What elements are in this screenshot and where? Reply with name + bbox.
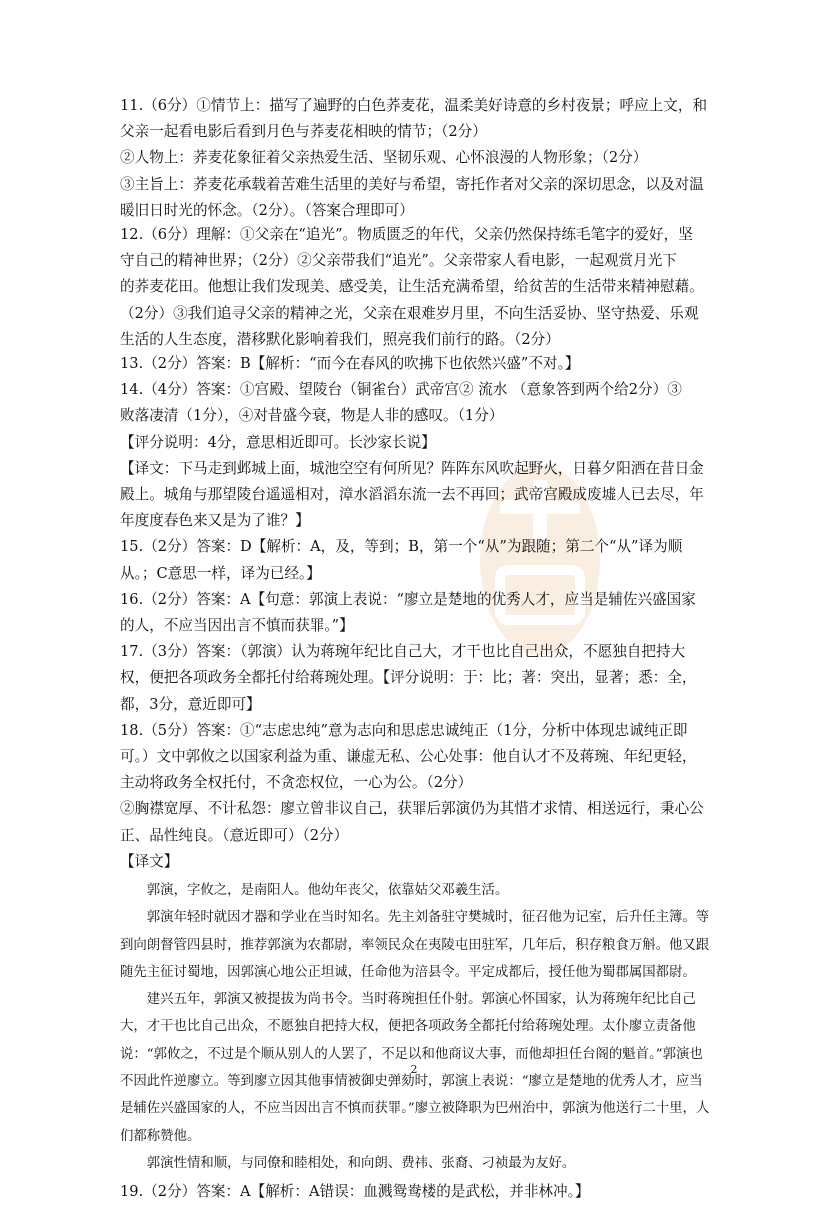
translation-paragraph: 建兴五年，郭演又被提拔为尚书令。当时蒋琬担任仆射。郭演心怀国家，认为蒋琬年纪比自己大，才干也比自己出众，不愿独自把持大权，便把各项政务全都托付给蒋琬处理。太仆廖立责备他说：“郭攸之，不过是个顺从别人的人罢了，不足以和他商议大事，而他却担任台阁的魁首。”郭演也不因此忤逆廖立。等到廖立因其他事情被御史弹劾时，郭演上表说：“廖立是楚地的优秀人才，应当是辅佐兴盛国家的人，不应当因出言不慎而获罪。”廖立被降职为巴州治中，郭演为他送行二十里，人们都称赞他。 (120, 992, 710, 1144)
answer-line: 的人，不应当因出言不慎而获罪。”】 (120, 617, 354, 635)
page-number: 2 (410, 1063, 418, 1076)
answer-line: 19.（2分）答案：A【解析：A错误：血溅鸳鸯楼的是武松，并非林冲。】 (120, 1183, 590, 1200)
answer-line: ②胸襟宽厚、不计私怨：廖立曾非议自己，获罪后郭演仍为其惜才求情、相送远行，秉心公 (120, 800, 704, 818)
translation-heading: 【译文】 (120, 852, 179, 870)
translation-paragraph: 郭演，字攸之，是南阳人。他幼年丧父，依靠姑父邓羲生活。 (146, 883, 509, 898)
question-12-answer (120, 222, 710, 353)
answer-line: 18.（5分）答案：①“志虑忠纯”意为志向和思虑忠诚纯正（1分，分析中体现忠诚纯正即 (120, 721, 688, 739)
answer-line: 11.（6分）①情节上：描写了遍野的白色荞麦花，温柔美好诗意的乡村夜景；呼应上文，和 (120, 97, 708, 114)
answer-line: ②人物上：荞麦花象征着父亲热爱生活、坚韧乐观、心怀浪漫的人物形象；（2分） (120, 149, 648, 167)
answer-line: 14.（4分）答案：①宫殿、望陵台（铜雀台）武帝宫② 流水 （意象答到两个给2分）③ (120, 381, 682, 399)
answer-line: 年度度春色来又是为了谁？】 (120, 512, 310, 530)
answer-line: 正、品性纯良。（意近即可）（2分） (120, 826, 349, 844)
answer-line: 【译文：下马走到邺城上面，城池空空有何所见？阵阵东风吹起野火，日暮夕阳洒在昔日金 (120, 459, 704, 477)
answer-line: （2分）③我们追寻父亲的精神之光，父亲在艰难岁月里，不向生活妥协、坚守热爱、乐观 (120, 304, 699, 322)
translation-paragraph: 郭演性情和顺，与同僚和睦相处，和向朗、费祎、张裔、刁祯最为友好。 (146, 1155, 576, 1171)
answer-line: 殿上。城角与那望陵台遥遥相对，漳水滔滔东流一去不再回；武帝宫殿成废墟人已去尽，年 (120, 486, 704, 504)
answer-line: 的荞麦花田。他想让我们发现美、感受美，让生活充满希望，给贫苦的生活带来精神慰藉。 (120, 278, 704, 296)
answer-line: 13.（2分）答案：B【解析：“而今在春风的吹拂下也依然兴盛”不对。】 (120, 355, 580, 372)
answer-line: 权，便把各项政务全都托付给蒋琬处理。【评分说明：于：比；著：突出，显著；悉：全， (120, 669, 697, 687)
answer-line: 都，3分，意近即可】 (120, 695, 261, 713)
answer-line: 守自己的精神世界；（2分）②父亲带我们“追光”。父亲带家人看电影，一起观赏月光下 (120, 252, 677, 270)
answer-line: 12.（6分）理解：①父亲在“追光”。物质匮乏的年代，父亲仍然保持练毛笔字的爱好，坚 (120, 226, 693, 243)
translation-paragraph: 郭演年轻时就因才器和学业在当时知名。先主刘备驻守樊城时，征召他为记室，后升任主簿。等到向朗督管四县时，推荐郭演为农都尉，率领民众在夷陵屯田驻军，几年后，积存粮食万斛。他又跟随先主征讨蜀地，因郭演心地公正坦诚，任命他为涪县令。平定成都后，授任他为蜀郡属国都尉。 (120, 910, 710, 980)
answer-line: 15.（2分）答案：D【解析：A，及，等到；B，第一个“从”为跟随；第二个“从”译为顺 (120, 538, 683, 556)
answer-line: 生活的人生态度，潜移默化影响着我们，照亮我们前行的路。（2分） (120, 330, 560, 348)
answer-line: ③主旨上：荞麦花承载着苦难生活里的美好与希望，寄托作者对父亲的深切思念，以及对温 (120, 175, 704, 193)
answer-line: 败落凄清（1分），④对昔盛今衰，物是人非的感叹。（1分） (120, 407, 504, 425)
answer-line: 暖旧日时光的怀念。（2分）。（答案合理即可） (120, 201, 414, 219)
answer-line: 【评分说明：4分，意思相近即可。长沙家长说】 (120, 433, 436, 451)
answer-line: 父亲一起看电影后看到月色与荞麦花相映的情节；（2分） (120, 123, 487, 141)
answer-line: 17.（3分）答案：（郭演）认为蒋琬年纪比自己大，才干也比自己出众，不愿独自把持大 (120, 643, 686, 661)
translation-text (120, 877, 710, 1177)
answer-line: 16.（2分）答案：A【句意：郭演上表说：“廖立是楚地的优秀人才，应当是辅佐兴盛国家 (120, 590, 696, 608)
answer-line: 主动将政务全权托付，不贪恋权位，一心为公。（2分） (120, 774, 473, 792)
questions-13-to-18-answers (120, 351, 710, 875)
question-11-answer (120, 93, 710, 224)
answer-line: 可。）文中郭攸之以国家利益为重、谦虚无私、公心处事：他自认才不及蒋琬、年纪更轻， (120, 748, 697, 766)
question-19-answer (120, 1179, 710, 1205)
answer-line: 从。；C意思一样，译为已经。】 (120, 564, 321, 582)
